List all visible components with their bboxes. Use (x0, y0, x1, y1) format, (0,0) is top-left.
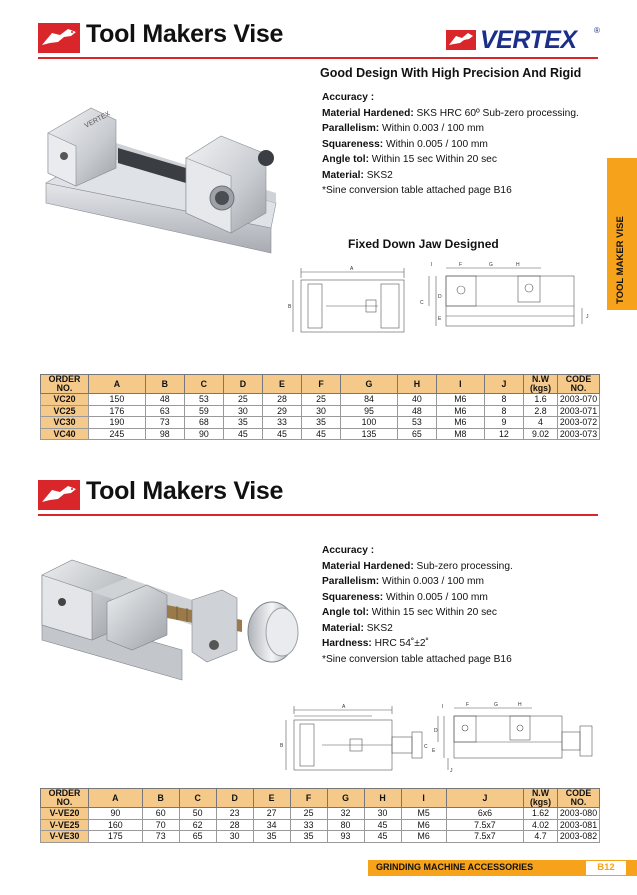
table-row (41, 831, 600, 843)
col-header: H (397, 375, 436, 394)
table-cell: 150 (89, 394, 146, 406)
spec-line: *Sine conversion table attached page B16 (322, 185, 512, 196)
table-cell: 23 (216, 808, 253, 820)
table-cell: 28 (216, 819, 253, 831)
table-cell: 160 (89, 819, 143, 831)
table-cell: 2003-072 (558, 417, 600, 429)
table-cell: 4 (524, 417, 558, 429)
order-no-cell: V-VE20 (41, 808, 89, 820)
dim-label-b: B (288, 304, 292, 310)
vise-photo-1 (36, 88, 286, 268)
spec-line: Material: SKS2 (322, 169, 393, 181)
eagle-logo-icon (38, 23, 80, 53)
spec-line: Accuracy : (322, 92, 375, 103)
spec-line: Hardness: HRC 54˚±2˚ (322, 638, 429, 649)
section1-table (40, 374, 600, 440)
table-cell: 34 (253, 819, 290, 831)
page-number: B12 (586, 861, 626, 875)
table-cell: 45 (223, 428, 262, 440)
table-row (41, 819, 600, 831)
vertex-wordmark: VERTEX (480, 26, 577, 54)
table-cell: 48 (397, 405, 436, 417)
table-cell: M6 (436, 394, 484, 406)
col-header: D (223, 375, 262, 394)
table-cell: 100 (341, 417, 398, 429)
table-cell: 25 (290, 808, 327, 820)
table-cell: 28 (262, 394, 301, 406)
table-cell: 2003-082 (558, 831, 600, 843)
table-cell: 1.6 (524, 394, 558, 406)
spec-line: Parallelism: Within 0.003 / 100 mm (322, 123, 484, 134)
table-cell: 25 (302, 394, 341, 406)
vertex-logo (446, 26, 602, 52)
spec-line: Angle tol: Within 15 sec Within 20 sec (322, 607, 497, 618)
table-cell: 40 (397, 394, 436, 406)
table-cell: 9 (484, 417, 523, 429)
order-no-cell: VC40 (41, 428, 89, 440)
spec-line: Accuracy : (322, 545, 375, 556)
table-cell: 245 (89, 428, 146, 440)
dimension-drawing-2 (272, 702, 602, 776)
table-row (41, 808, 600, 820)
side-tab-label: TOOL MAKER VISE (615, 216, 626, 304)
table-cell: 90 (184, 428, 223, 440)
table-cell: 98 (145, 428, 184, 440)
table-cell: 8 (484, 405, 523, 417)
table-cell: M6 (401, 819, 446, 831)
col-header: F (302, 375, 341, 394)
table-header-row (41, 789, 600, 808)
dim-label-i: I (431, 262, 433, 268)
col-header: H (364, 789, 401, 808)
eagle-logo-icon (38, 480, 80, 510)
section2-header (38, 477, 598, 513)
table-cell: 12 (484, 428, 523, 440)
table-cell: 6x6 (446, 808, 523, 820)
table-cell: 9.02 (524, 428, 558, 440)
col-header: B (145, 375, 184, 394)
registered-mark: ® (594, 26, 600, 35)
order-no-cell: V-VE25 (41, 819, 89, 831)
table-cell: 2003-071 (558, 405, 600, 417)
table-row (41, 405, 600, 417)
table-cell: 33 (290, 819, 327, 831)
section2-divider (38, 514, 598, 516)
table-cell: 4.02 (524, 819, 558, 831)
table-cell: 176 (89, 405, 146, 417)
table-cell: 7.5x7 (446, 831, 523, 843)
section2-specs (322, 543, 513, 667)
table-cell: M6 (401, 831, 446, 843)
table-cell: 65 (397, 428, 436, 440)
dim-label-h: H (516, 262, 520, 268)
table-cell: 53 (397, 417, 436, 429)
table-cell: 25 (223, 394, 262, 406)
vertex-eagle-icon (446, 30, 476, 50)
table-cell: 53 (184, 394, 223, 406)
table-cell: 50 (179, 808, 216, 820)
col-header: N.W (kgs) (524, 789, 558, 808)
dim-label-g: G (494, 702, 498, 708)
table-cell: 95 (341, 405, 398, 417)
col-header: CODE NO. (558, 789, 600, 808)
table-cell: 35 (290, 831, 327, 843)
col-header: A (89, 375, 146, 394)
table-cell: M8 (436, 428, 484, 440)
col-header: F (290, 789, 327, 808)
section2-title: Tool Makers Vise (86, 477, 284, 505)
table-cell: 90 (89, 808, 143, 820)
table-cell: 2.8 (524, 405, 558, 417)
dim-label-j: J (586, 314, 589, 320)
table-cell: 190 (89, 417, 146, 429)
table-cell: 84 (341, 394, 398, 406)
section2-table (40, 788, 600, 843)
spec-line: Parallelism: Within 0.003 / 100 mm (322, 576, 484, 587)
table-cell: 62 (179, 819, 216, 831)
table-cell: 32 (327, 808, 364, 820)
table-cell: 45 (364, 831, 401, 843)
section1-divider (38, 57, 598, 59)
spec-line: Squareness: Within 0.005 / 100 mm (322, 591, 488, 603)
table-cell: 93 (327, 831, 364, 843)
order-no-cell: VC20 (41, 394, 89, 406)
table-row (41, 428, 600, 440)
table-cell: 2003-080 (558, 808, 600, 820)
spec-line: Material Hardened: SKS HRC 60º Sub-zero processing. (322, 107, 579, 119)
table-row (41, 394, 600, 406)
table-cell: 7.5x7 (446, 819, 523, 831)
table-cell: 45 (364, 819, 401, 831)
col-header: A (89, 789, 143, 808)
col-header: D (216, 789, 253, 808)
col-header: C (184, 375, 223, 394)
table-header-row (41, 375, 600, 394)
table-cell: 60 (142, 808, 179, 820)
order-no-cell: VC25 (41, 405, 89, 417)
dim-label-c: C (420, 300, 424, 306)
dim-label-e: E (438, 316, 442, 322)
col-header: E (253, 789, 290, 808)
col-header: G (327, 789, 364, 808)
table-cell: 135 (341, 428, 398, 440)
table-cell: 2003-070 (558, 394, 600, 406)
table-cell: 70 (142, 819, 179, 831)
table-cell: M6 (436, 405, 484, 417)
dimension-drawing-1 (286, 258, 602, 340)
section1-title: Tool Makers Vise (86, 20, 284, 48)
col-header: N.W (kgs) (524, 375, 558, 394)
table-row (41, 417, 600, 429)
table-cell: 33 (262, 417, 301, 429)
spec-line: Material: SKS2 (322, 622, 393, 634)
table-cell: 80 (327, 819, 364, 831)
dim-label-a: A (342, 704, 346, 710)
col-header: ORDER NO. (41, 789, 89, 808)
col-header: E (262, 375, 301, 394)
table-cell: 30 (364, 808, 401, 820)
dim-label-h: H (518, 702, 522, 708)
table-cell: 30 (302, 405, 341, 417)
dim-label-d: D (434, 728, 438, 734)
table-cell: 30 (216, 831, 253, 843)
side-tab (607, 158, 637, 310)
vise-photo-2 (32, 540, 312, 688)
footer-bar (368, 860, 637, 876)
spec-line: Material Hardened: Sub-zero processing. (322, 560, 513, 572)
spec-line: *Sine conversion table attached page B16 (322, 653, 512, 665)
section1-subheading: Fixed Down Jaw Designed (348, 237, 499, 251)
table-cell: 73 (142, 831, 179, 843)
table-cell: 175 (89, 831, 143, 843)
table-cell: 45 (302, 428, 341, 440)
table-cell: 29 (262, 405, 301, 417)
col-header: CODE NO. (558, 375, 600, 394)
col-header: B (142, 789, 179, 808)
table-cell: 63 (145, 405, 184, 417)
section1-specs (322, 90, 579, 199)
table-cell: 35 (223, 417, 262, 429)
table-cell: 65 (179, 831, 216, 843)
col-header: I (436, 375, 484, 394)
col-header: J (446, 789, 523, 808)
table-cell: 35 (302, 417, 341, 429)
table-cell: 30 (223, 405, 262, 417)
table-cell: 1.62 (524, 808, 558, 820)
table-cell: 59 (184, 405, 223, 417)
table-cell: 68 (184, 417, 223, 429)
footer-label: GRINDING MACHINE ACCESSORIES (376, 862, 534, 872)
dim-label-i: I (442, 704, 444, 710)
dim-label-f: F (459, 262, 463, 268)
dim-label-a: A (350, 266, 354, 272)
dim-label-j: J (450, 768, 453, 774)
dim-label-g: G (489, 262, 493, 268)
table-cell: 2003-073 (558, 428, 600, 440)
table-cell: 4.7 (524, 831, 558, 843)
dim-label-f: F (466, 702, 470, 708)
svg-text:VERTEX: VERTEX (83, 110, 112, 130)
table-cell: 48 (145, 394, 184, 406)
order-no-cell: V-VE30 (41, 831, 89, 843)
spec-line: Angle tol: Within 15 sec Within 20 sec (322, 154, 497, 165)
table-cell: 35 (253, 831, 290, 843)
table-cell: 45 (262, 428, 301, 440)
col-header: J (484, 375, 523, 394)
col-header: I (401, 789, 446, 808)
table-cell: 8 (484, 394, 523, 406)
table-cell: M5 (401, 808, 446, 820)
order-no-cell: VC30 (41, 417, 89, 429)
table-cell: 2003-081 (558, 819, 600, 831)
section1-tagline: Good Design With High Precision And Rigid (320, 66, 582, 80)
dim-label-c: C (424, 744, 428, 750)
col-header: G (341, 375, 398, 394)
col-header: C (179, 789, 216, 808)
spec-line: Squareness: Within 0.005 / 100 mm (322, 138, 488, 150)
table-cell: 27 (253, 808, 290, 820)
table-cell: M6 (436, 417, 484, 429)
dim-label-e: E (432, 748, 436, 754)
dim-label-b: B (280, 743, 284, 749)
table-cell: 73 (145, 417, 184, 429)
dim-label-d: D (438, 294, 442, 300)
col-header: ORDER NO. (41, 375, 89, 394)
